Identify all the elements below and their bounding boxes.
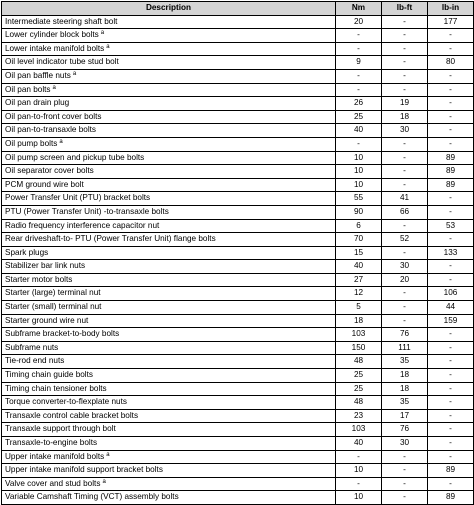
cell-lb-in: - — [428, 83, 474, 97]
cell-nm: 150 — [336, 341, 382, 355]
cell-nm: - — [336, 137, 382, 151]
cell-lb-ft: 20 — [382, 273, 428, 287]
cell-lb-ft: 18 — [382, 110, 428, 124]
cell-lb-ft: 66 — [382, 205, 428, 219]
cell-lb-ft: 18 — [382, 369, 428, 383]
cell-description — [2, 369, 336, 383]
cell-nm: 25 — [336, 369, 382, 383]
cell-lb-ft: - — [382, 137, 428, 151]
description-text: Subframe bracket-to-body bolts — [5, 329, 120, 339]
cell-nm: 40 — [336, 437, 382, 451]
description-text: Oil pan baffle nuts — [5, 70, 71, 80]
cell-lb-in: - — [428, 260, 474, 274]
cell-description — [2, 192, 336, 206]
description-text: Timing chain guide bolts — [5, 370, 93, 380]
cell-lb-in: - — [428, 341, 474, 355]
description-text: Oil pan-to-front cover bolts — [5, 111, 102, 121]
header-description: Description — [2, 2, 336, 16]
cell-lb-in: - — [428, 369, 474, 383]
cell-description — [2, 437, 336, 451]
table-row — [2, 110, 474, 124]
table-row — [2, 396, 474, 410]
cell-nm: - — [336, 69, 382, 83]
cell-lb-ft: - — [382, 219, 428, 233]
table-row — [2, 97, 474, 111]
cell-nm: 27 — [336, 273, 382, 287]
cell-lb-ft: 19 — [382, 97, 428, 111]
description-text: Rear driveshaft-to- PTU (Power Transfer Unit) flange bolts — [5, 234, 216, 244]
cell-description — [2, 29, 336, 43]
header-lb-ft: lb-ft — [382, 2, 428, 16]
cell-description — [2, 110, 336, 124]
cell-description — [2, 273, 336, 287]
description-text: Valve cover and stud bolts — [5, 478, 101, 488]
footnote-marker: a — [106, 43, 110, 50]
description-text: Oil separator cover bolts — [5, 166, 94, 176]
description-text: Lower cylinder block bolts — [5, 30, 99, 40]
footnote-marker: a — [59, 138, 63, 145]
cell-lb-in: - — [428, 97, 474, 111]
cell-lb-ft: 18 — [382, 382, 428, 396]
cell-description — [2, 165, 336, 179]
description-text: Torque converter-to-flexplate nuts — [5, 397, 127, 407]
table-row — [2, 69, 474, 83]
description-text: Timing chain tensioner bolts — [5, 383, 107, 393]
description-text: Power Transfer Unit (PTU) bracket bolts — [5, 193, 151, 203]
cell-nm: 9 — [336, 56, 382, 70]
cell-lb-in: - — [428, 355, 474, 369]
description-text: Variable Camshaft Timing (VCT) assembly bolts — [5, 492, 179, 502]
cell-nm: 103 — [336, 328, 382, 342]
description-text: Starter ground wire nut — [5, 315, 89, 325]
cell-nm: 12 — [336, 287, 382, 301]
description-text: Oil pump bolts — [5, 138, 58, 148]
footnote-marker: a — [72, 70, 77, 77]
table-row — [2, 29, 474, 43]
cell-lb-in: 89 — [428, 464, 474, 478]
table-row — [2, 287, 474, 301]
cell-nm: - — [336, 29, 382, 43]
table-row — [2, 165, 474, 179]
cell-description — [2, 396, 336, 410]
table-row — [2, 137, 474, 151]
cell-description — [2, 328, 336, 342]
cell-lb-ft: 52 — [382, 233, 428, 247]
cell-lb-in: - — [428, 192, 474, 206]
cell-description — [2, 178, 336, 192]
table-row — [2, 273, 474, 287]
cell-description — [2, 423, 336, 437]
cell-lb-ft: - — [382, 246, 428, 260]
cell-nm: 20 — [336, 15, 382, 29]
cell-lb-in: 177 — [428, 15, 474, 29]
cell-lb-ft: 30 — [382, 260, 428, 274]
cell-description — [2, 15, 336, 29]
cell-lb-ft: - — [382, 56, 428, 70]
cell-lb-in: - — [428, 233, 474, 247]
cell-description — [2, 124, 336, 138]
cell-lb-in: - — [428, 477, 474, 491]
cell-description — [2, 287, 336, 301]
cell-nm: - — [336, 450, 382, 464]
table-row — [2, 409, 474, 423]
description-text: Tie-rod end nuts — [5, 356, 65, 366]
table-row — [2, 260, 474, 274]
cell-nm: 18 — [336, 314, 382, 328]
table-row — [2, 328, 474, 342]
cell-description — [2, 97, 336, 111]
table-row — [2, 355, 474, 369]
table-row — [2, 233, 474, 247]
cell-lb-ft: - — [382, 301, 428, 315]
header-lb-in: lb-in — [428, 2, 474, 16]
cell-description — [2, 301, 336, 315]
cell-description — [2, 382, 336, 396]
cell-lb-ft: - — [382, 287, 428, 301]
table-row — [2, 42, 474, 56]
cell-lb-ft: 41 — [382, 192, 428, 206]
description-text: Transaxle support through bolt — [5, 424, 116, 434]
description-text: Transaxle-to-engine bolts — [5, 438, 98, 447]
cell-lb-in: - — [428, 437, 474, 451]
cell-lb-in: - — [428, 69, 474, 83]
table-row — [2, 15, 474, 29]
cell-description — [2, 205, 336, 219]
table-row — [2, 83, 474, 97]
cell-lb-ft: - — [382, 29, 428, 43]
table-row — [2, 477, 474, 491]
description-text: PCM ground wire bolt — [5, 179, 84, 189]
cell-lb-in: - — [428, 409, 474, 423]
cell-nm: 40 — [336, 124, 382, 138]
cell-nm: 15 — [336, 246, 382, 260]
cell-description — [2, 246, 336, 260]
cell-nm: 6 — [336, 219, 382, 233]
cell-lb-ft: - — [382, 83, 428, 97]
cell-description — [2, 233, 336, 247]
description-text: Oil pan-to-transaxle bolts — [5, 125, 97, 135]
cell-lb-ft: 35 — [382, 396, 428, 410]
table-row — [2, 56, 474, 70]
cell-description — [2, 341, 336, 355]
table-row — [2, 437, 474, 451]
cell-nm: 48 — [336, 355, 382, 369]
cell-description — [2, 56, 336, 70]
description-text: Lower intake manifold bolts — [5, 43, 105, 53]
cell-lb-in: - — [428, 396, 474, 410]
cell-lb-in: - — [428, 42, 474, 56]
cell-lb-ft: - — [382, 165, 428, 179]
description-text: Spark plugs — [5, 247, 49, 257]
table-row — [2, 219, 474, 233]
cell-description — [2, 137, 336, 151]
cell-lb-in: - — [428, 328, 474, 342]
cell-lb-ft: - — [382, 69, 428, 83]
table-row — [2, 314, 474, 328]
cell-nm: 10 — [336, 165, 382, 179]
cell-nm: 5 — [336, 301, 382, 315]
cell-lb-in: - — [428, 124, 474, 138]
description-text: Upper intake manifold support bracket bolts — [5, 465, 163, 475]
description-text: Transaxle control cable bracket bolts — [5, 410, 139, 420]
cell-lb-in: 159 — [428, 314, 474, 328]
table-row — [2, 178, 474, 192]
description-text: Radio frequency interference capacitor nut — [5, 220, 160, 230]
table-row — [2, 369, 474, 383]
cell-nm: 55 — [336, 192, 382, 206]
table-row — [2, 124, 474, 138]
cell-lb-in: 80 — [428, 56, 474, 70]
description-text: Upper intake manifold bolts — [5, 451, 105, 461]
cell-description — [2, 409, 336, 423]
cell-nm: - — [336, 477, 382, 491]
cell-lb-ft: 35 — [382, 355, 428, 369]
torque-spec-table — [1, 1, 474, 505]
cell-nm: - — [336, 42, 382, 56]
description-text: Oil pan bolts — [5, 84, 51, 94]
cell-lb-in: - — [428, 110, 474, 124]
cell-lb-in: - — [428, 450, 474, 464]
description-text: Oil level indicator tube stud bolt — [5, 57, 119, 67]
table-header-row — [2, 2, 474, 16]
cell-lb-ft: 111 — [382, 341, 428, 355]
cell-lb-in: 106 — [428, 287, 474, 301]
cell-nm: 10 — [336, 464, 382, 478]
table-row — [2, 246, 474, 260]
footnote-marker: a — [52, 84, 56, 91]
cell-lb-ft: - — [382, 178, 428, 192]
cell-description — [2, 69, 336, 83]
table-row — [2, 491, 474, 505]
cell-description — [2, 151, 336, 165]
description-text: Starter (small) terminal nut — [5, 302, 102, 312]
table-row — [2, 205, 474, 219]
cell-nm: 90 — [336, 205, 382, 219]
table-row — [2, 450, 474, 464]
cell-lb-in: 53 — [428, 219, 474, 233]
cell-nm: 40 — [336, 260, 382, 274]
cell-description — [2, 42, 336, 56]
cell-description — [2, 464, 336, 478]
cell-lb-ft: - — [382, 491, 428, 505]
cell-lb-ft: - — [382, 151, 428, 165]
cell-lb-ft: 30 — [382, 124, 428, 138]
footnote-marker: a — [100, 30, 105, 37]
description-text: Starter motor bolts — [5, 274, 73, 284]
cell-lb-ft: - — [382, 477, 428, 491]
table-row — [2, 464, 474, 478]
cell-description — [2, 83, 336, 97]
table-row — [2, 192, 474, 206]
cell-nm: - — [336, 83, 382, 97]
cell-lb-in: - — [428, 137, 474, 151]
cell-nm: 48 — [336, 396, 382, 410]
description-text: Stabilizer bar link nuts — [5, 261, 86, 271]
description-text: Oil pan drain plug — [5, 98, 70, 108]
cell-lb-in: - — [428, 29, 474, 43]
cell-lb-ft: - — [382, 464, 428, 478]
cell-lb-in: 44 — [428, 301, 474, 315]
table-row — [2, 382, 474, 396]
cell-description — [2, 450, 336, 464]
cell-lb-in: - — [428, 205, 474, 219]
cell-lb-in: 89 — [428, 178, 474, 192]
cell-description — [2, 355, 336, 369]
cell-lb-ft: 76 — [382, 328, 428, 342]
cell-nm: 103 — [336, 423, 382, 437]
cell-lb-ft: - — [382, 314, 428, 328]
table-row — [2, 151, 474, 165]
header-nm: Nm — [336, 2, 382, 16]
cell-lb-in: 133 — [428, 246, 474, 260]
cell-description — [2, 260, 336, 274]
cell-lb-ft: 30 — [382, 437, 428, 451]
cell-nm: 10 — [336, 151, 382, 165]
table-row — [2, 301, 474, 315]
cell-lb-in: 89 — [428, 165, 474, 179]
description-text: Starter (large) terminal nut — [5, 288, 101, 298]
cell-nm: 10 — [336, 491, 382, 505]
cell-lb-in: 89 — [428, 491, 474, 505]
cell-lb-in: - — [428, 273, 474, 287]
cell-nm: 25 — [336, 382, 382, 396]
table-body — [2, 15, 474, 504]
description-text: PTU (Power Transfer Unit) -to-transaxle bolts — [5, 206, 169, 216]
cell-lb-ft: - — [382, 15, 428, 29]
cell-lb-ft: 17 — [382, 409, 428, 423]
cell-lb-ft: 76 — [382, 423, 428, 437]
cell-lb-in: 89 — [428, 151, 474, 165]
description-text: Subframe nuts — [5, 342, 59, 352]
description-text: Intermediate steering shaft bolt — [5, 16, 118, 26]
cell-lb-in: - — [428, 423, 474, 437]
cell-lb-in: - — [428, 382, 474, 396]
cell-lb-ft: - — [382, 450, 428, 464]
cell-description — [2, 219, 336, 233]
cell-nm: 70 — [336, 233, 382, 247]
cell-nm: 25 — [336, 110, 382, 124]
footnote-marker: a — [102, 478, 106, 485]
cell-description — [2, 477, 336, 491]
table-row — [2, 341, 474, 355]
cell-lb-ft: - — [382, 42, 428, 56]
table-row — [2, 423, 474, 437]
cell-description — [2, 314, 336, 328]
cell-nm: 10 — [336, 178, 382, 192]
cell-description — [2, 491, 336, 505]
cell-nm: 26 — [336, 97, 382, 111]
footnote-marker: a — [106, 451, 110, 458]
cell-nm: 23 — [336, 409, 382, 423]
description-text: Oil pump screen and pickup tube bolts — [5, 152, 145, 162]
